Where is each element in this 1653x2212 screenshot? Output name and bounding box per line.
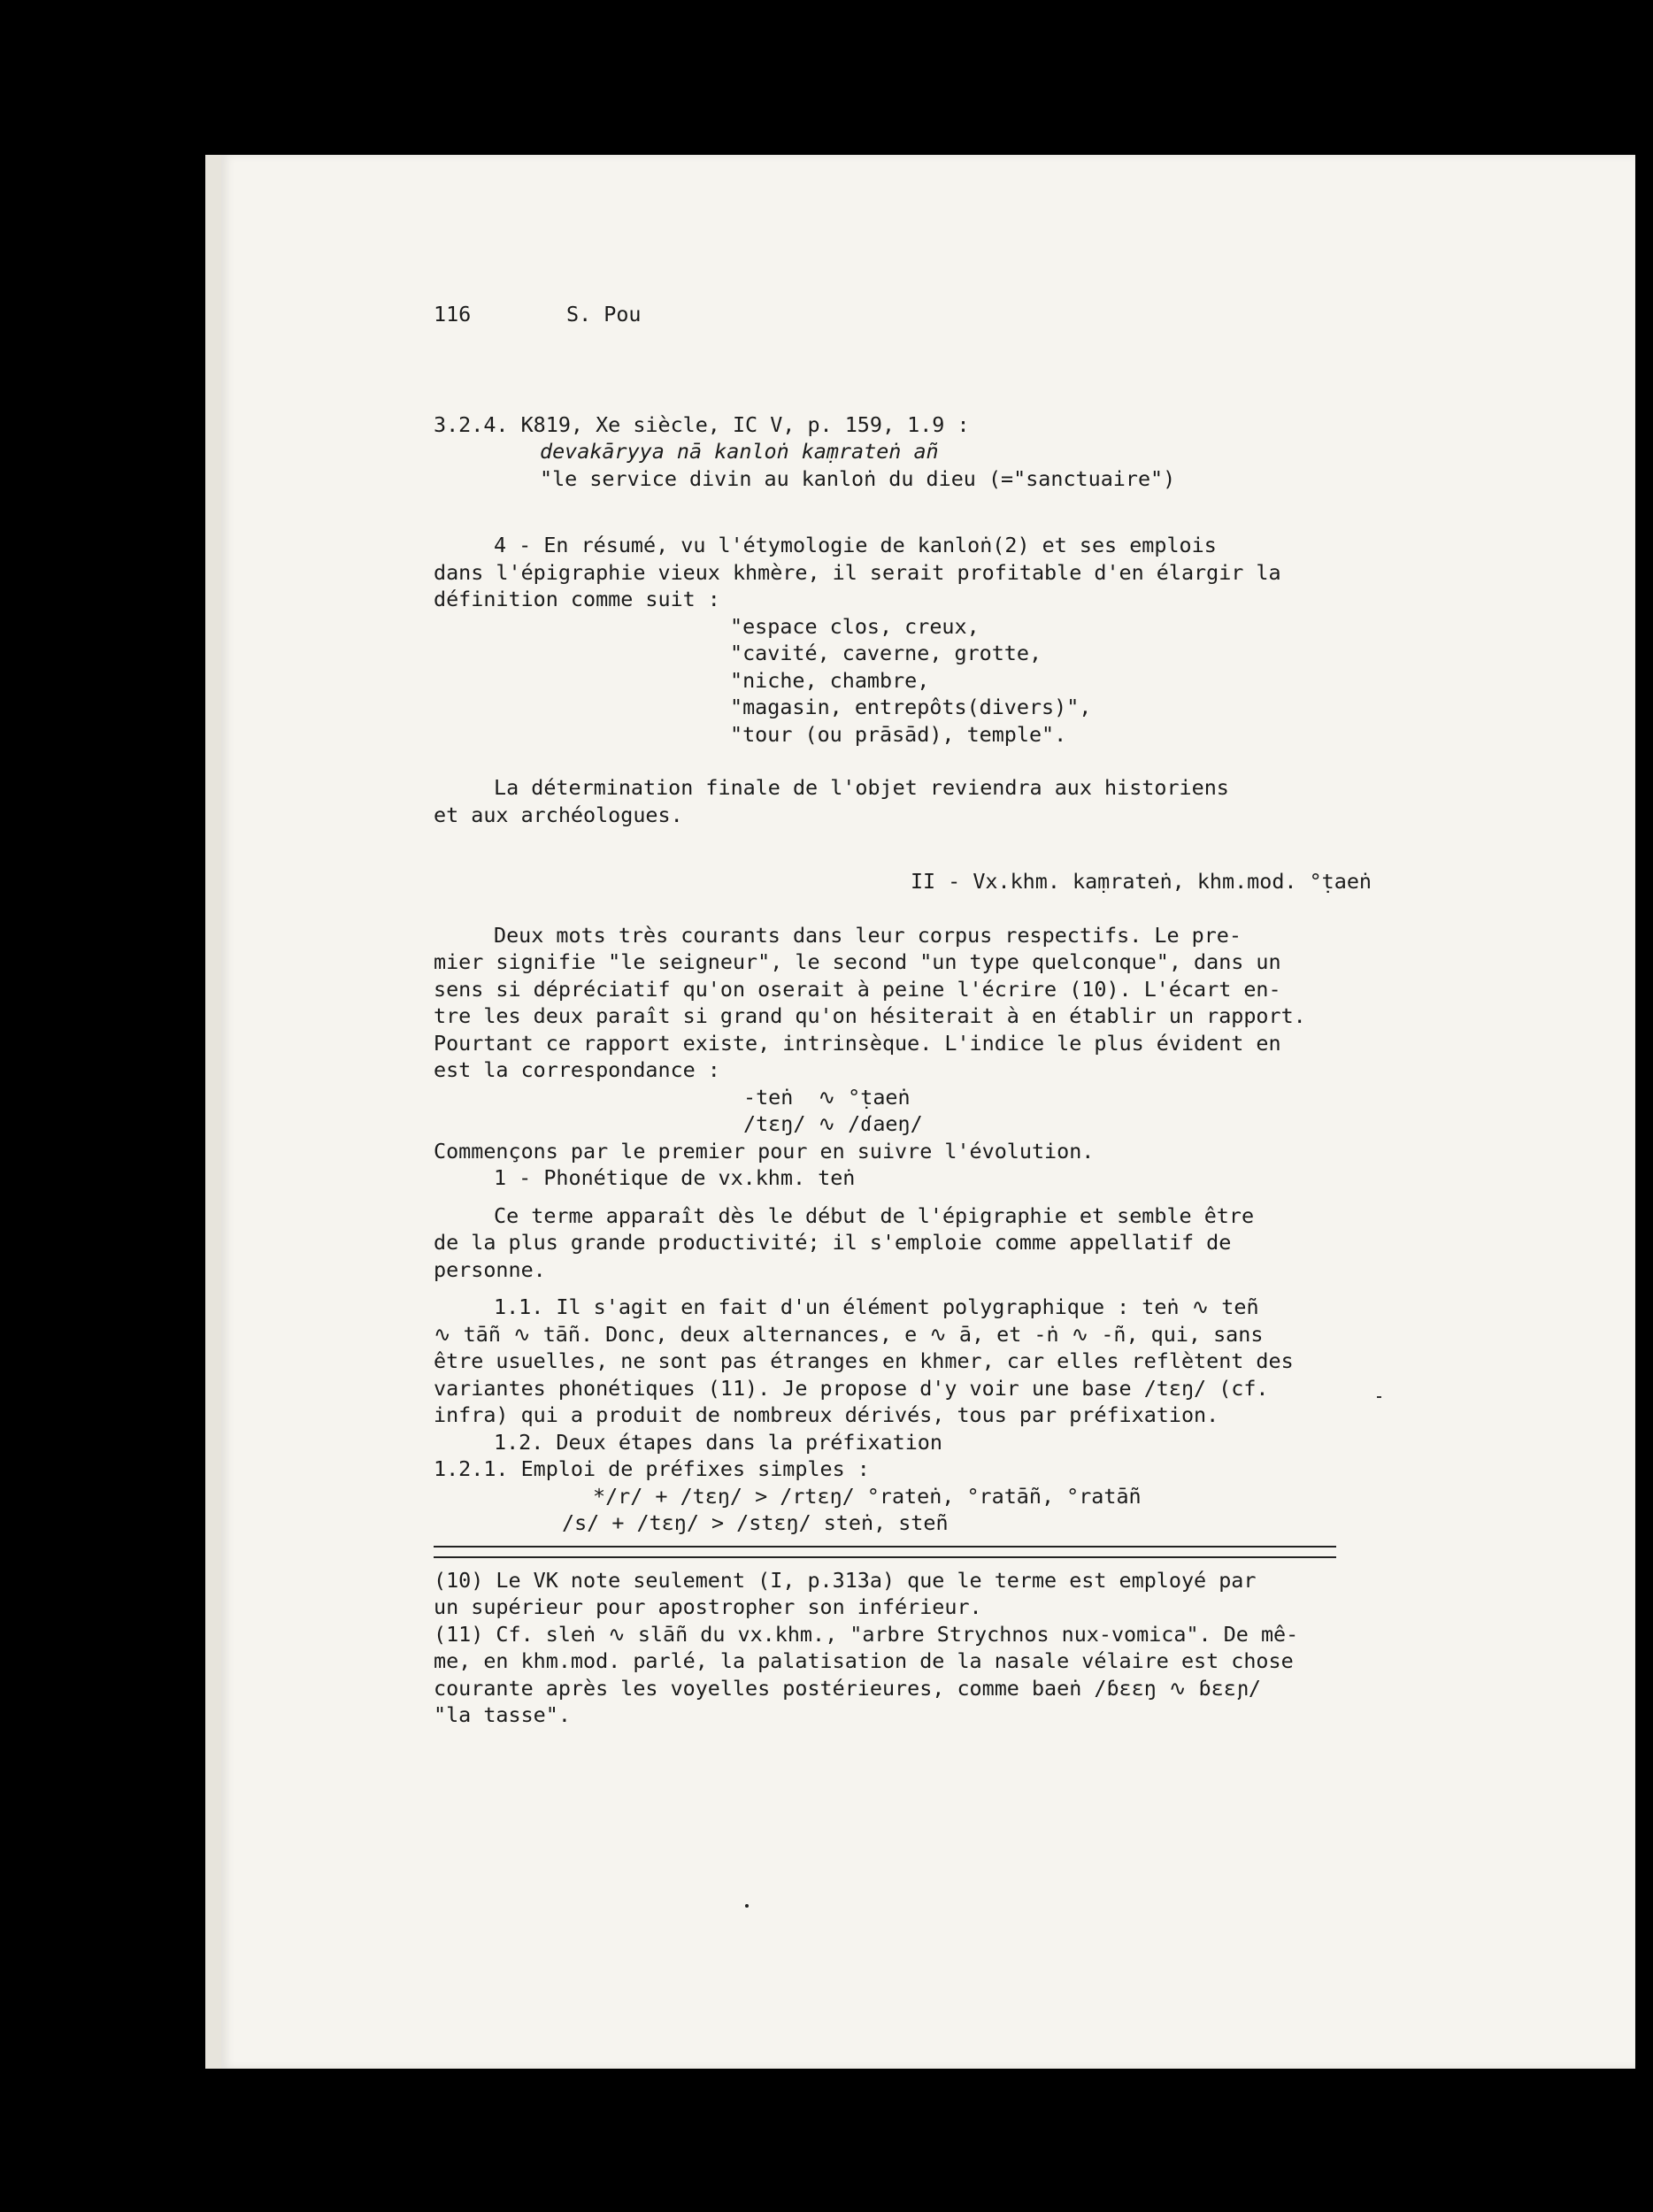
example-line: */r/ + /tɛŋ/ > /rtɛŋ/ °rateṅ, °ratāñ, °ratāñ (593, 1483, 1142, 1509)
definition-item: "magasin, entrepôts(divers)", (730, 695, 1092, 719)
transliteration: devakāryya nā kanloṅ kaṃrateṅ añ (540, 439, 939, 464)
definition-item: "espace clos, creux, (730, 613, 980, 639)
paragraph-line: 1.1. Il s'agit en fait d'un élément polygraphique : teṅ ∿ teñ (494, 1294, 1259, 1319)
print-speck (745, 1904, 749, 1908)
footnote-rule (434, 1546, 1336, 1548)
footnote-line: me, en khm.mod. parlé, la palatisation de la nasale vélaire est chose (434, 1648, 1294, 1673)
footnotes (434, 1567, 1380, 1729)
section-heading: 3.2.4. K819, Xe siècle, IC V, p. 159, 1.9 : (434, 411, 970, 437)
subsection-heading: 1 - Phonétique de vx.khm. teṅ (494, 1165, 856, 1190)
paragraph-line: mier signifie "le seigneur", le second "un type quelconque", dans un (434, 949, 1281, 974)
paragraph-line: Pourtant ce rapport existe, intrinsèque. L'indice le plus évident en (434, 1030, 1281, 1056)
footnote-line: courante après les voyelles postérieures, comme baeṅ /ɓɛɛŋ ∿ ɓɛɛɲ/ (434, 1675, 1261, 1701)
footnote-line: (11) Cf. sleṅ ∿ slāñ du vx.khm., "arbre Strychnos nux-vomica". De mê- (434, 1621, 1299, 1647)
paragraph-line: Ce terme apparaît dès le début de l'épigraphie et semble être (494, 1202, 1255, 1228)
paragraph-line: et aux archéologues. (434, 802, 683, 827)
page-text (434, 301, 1380, 1729)
correspondence: /tɛŋ/ ∿ /ɗaeŋ/ (743, 1111, 923, 1136)
paragraph-line: variantes phonétiques (11). Je propose d'y voir une base /tɛŋ/ (cf. (434, 1375, 1269, 1401)
paragraph-line: tre les deux paraît si grand qu'on hésiterait à en établir un rapport. (434, 1003, 1306, 1028)
footnote-line: un supérieur pour apostropher son inférieur. (434, 1594, 982, 1619)
paragraph-line: sens si dépréciatif qu'on oserait à peine l'écrire (10). L'écart en- (434, 976, 1281, 1002)
section-title: II - Vx.khm. kaṃrateṅ, khm.mod. °ṭaeṅ (910, 869, 1372, 894)
running-author: S. Pou (566, 302, 642, 326)
running-header (434, 301, 1380, 328)
paragraph-line: La détermination finale de l'objet reviendra aux historiens (494, 775, 1229, 800)
definition-item: "niche, chambre, (730, 667, 930, 693)
definition-item: "cavité, caverne, grotte, (730, 641, 1042, 665)
paragraph-line: définition comme suit : (434, 587, 720, 611)
paragraph-line: infra) qui a produit de nombreux dérivés, tous par préfixation. (434, 1402, 1219, 1427)
page-number: 116 (434, 302, 472, 326)
footnote-line: "la tasse". (434, 1702, 571, 1727)
translation: "le service divin au kanloṅ du dieu (="sanctuaire") (540, 465, 1176, 491)
paragraph-line: est la correspondance : (434, 1057, 720, 1082)
paragraph-line: de la plus grande productivité; il s'emploie comme appellatif de (434, 1230, 1232, 1255)
paragraph-line: 4 - En résumé, vu l'étymologie de kanloṅ(2) et ses emplois (494, 533, 1217, 557)
margin-mark (1377, 1396, 1381, 1398)
example-line: /s/ + /tɛŋ/ > /stɛŋ/ steṅ, steñ (562, 1510, 949, 1535)
subsection-heading: 1.2. Deux étapes dans la préfixation (494, 1429, 942, 1455)
paragraph-line: dans l'épigraphie vieux khmère, il serait profitable d'en élargir la (434, 559, 1281, 585)
footnote-rule (434, 1556, 1336, 1558)
paragraph-line: être usuelles, ne sont pas étranges en khmer, car elles reflètent des (434, 1348, 1294, 1373)
subsection-heading: 1.2.1. Emploi de préfixes simples : (434, 1456, 870, 1481)
definition-item: "tour (ou prāsād), temple". (730, 721, 1067, 747)
footnote-line: (10) Le VK note seulement (I, p.313a) que le terme est employé par (434, 1567, 1257, 1593)
paragraph-line: Commençons par le premier pour en suivre l'évolution. (434, 1138, 1095, 1164)
correspondence: -teṅ ∿ °ṭaeṅ (743, 1084, 911, 1110)
paragraph-line: ∿ tāñ ∿ tāñ. Donc, deux alternances, e ∿ ā, et -ṅ ∿ -ñ, qui, sans (434, 1321, 1264, 1347)
paragraph-line: personne. (434, 1256, 546, 1282)
paragraph-line: Deux mots très courants dans leur corpus respectifs. Le pre- (494, 922, 1242, 948)
